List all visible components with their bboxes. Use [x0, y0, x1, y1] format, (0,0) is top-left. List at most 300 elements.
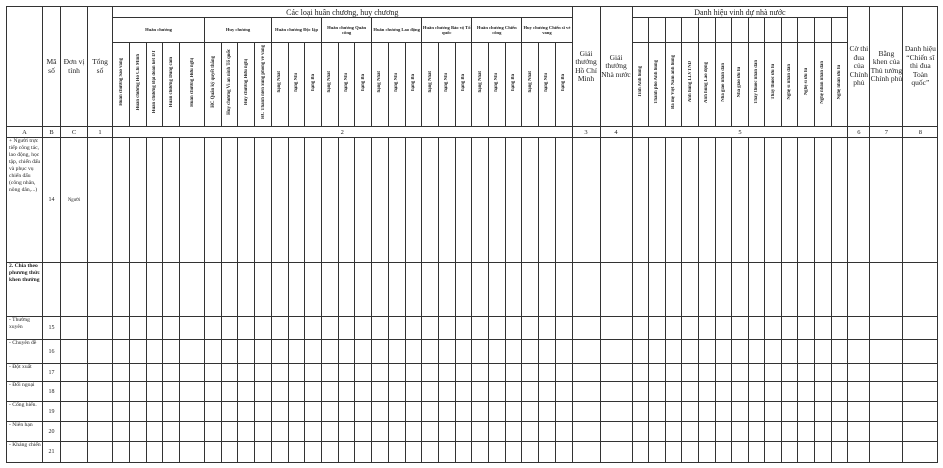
data-cell: [682, 382, 699, 402]
data-cell: [147, 340, 163, 364]
column-header-label: Huy chương Vì an ninh Tổ quốc: [227, 49, 232, 115]
data-cell: [180, 138, 205, 263]
data-cell: [798, 402, 815, 422]
data-cell: [322, 317, 339, 340]
danh-hieu-subheader-blank: [732, 18, 749, 43]
data-cell: [848, 422, 870, 442]
data-cell: [682, 364, 699, 382]
data-cell: [163, 442, 180, 463]
data-cell: [372, 402, 389, 422]
data-cell: [555, 402, 572, 422]
data-cell: [665, 402, 682, 422]
row-label: - Chuyên đề: [7, 340, 43, 364]
data-cell: [682, 402, 699, 422]
data-cell: [288, 442, 305, 463]
data-cell: [781, 364, 798, 382]
column-header: [665, 43, 682, 127]
data-cell: [522, 317, 539, 340]
data-cell: [488, 263, 505, 317]
data-cell: [698, 422, 715, 442]
data-cell: [831, 402, 848, 422]
data-cell: [903, 317, 938, 340]
data-cell: [649, 402, 666, 422]
data-cell: [222, 422, 238, 442]
data-cell: [288, 422, 305, 442]
row-code: 15: [43, 317, 61, 340]
data-cell: [222, 317, 238, 340]
data-cell: [649, 317, 666, 340]
data-cell: [831, 382, 848, 402]
data-cell: [715, 263, 732, 317]
danh-hieu-subheader-blank: [765, 18, 782, 43]
data-cell: [572, 340, 600, 364]
data-cell: [130, 317, 147, 340]
data-cell: [255, 364, 272, 382]
danh-hieu-subheader-blank: [831, 18, 848, 43]
data-cell: [831, 422, 848, 442]
column-header-label: HC Quân kỳ quyết thắng: [210, 56, 216, 108]
header-chien-si-thi-dua: Danh hiệu “Chiến sĩ thi đua Toàn quốc”: [903, 7, 938, 127]
data-cell: [180, 422, 205, 442]
data-cell: [338, 263, 355, 317]
data-cell: [748, 263, 765, 317]
data-cell: [488, 422, 505, 442]
data-cell: [372, 340, 389, 364]
data-cell: [113, 263, 130, 317]
data-cell: [472, 340, 489, 364]
column-header: [765, 43, 782, 127]
data-cell: [665, 263, 682, 317]
column-header-rank: [355, 43, 372, 127]
data-cell: [765, 317, 782, 340]
data-cell: [555, 382, 572, 402]
data-cell: [372, 382, 389, 402]
data-cell: [572, 364, 600, 382]
data-cell: [405, 422, 422, 442]
data-cell: [455, 263, 472, 317]
column-header-label: Anh hùng LLVTND: [687, 61, 693, 103]
column-header-label: Nghệ sĩ nhân dân: [787, 64, 793, 100]
column-header: [682, 43, 699, 127]
data-cell: [238, 138, 255, 263]
data-cell: [732, 317, 749, 340]
column-header: [130, 43, 147, 127]
data-cell: [438, 364, 455, 382]
data-cell: [831, 138, 848, 263]
column-header-rank: [555, 43, 572, 127]
data-cell: [572, 263, 600, 317]
data-cell: [748, 422, 765, 442]
header-row-1: [7, 7, 938, 18]
data-cell: [505, 340, 522, 364]
data-cell: [632, 138, 649, 263]
data-cell: [238, 263, 255, 317]
column-header-label: Thành phố Anh hùng: [654, 60, 660, 104]
data-cell: [472, 382, 489, 402]
data-cell: [222, 382, 238, 402]
data-cell: [238, 382, 255, 402]
data-cell: [238, 402, 255, 422]
data-cell: [222, 263, 238, 317]
data-cell: [322, 364, 339, 382]
data-cell: [798, 364, 815, 382]
data-cell: [798, 317, 815, 340]
column-header-label: Nhà giáo ưu tú: [737, 66, 743, 98]
data-cell: [372, 317, 389, 340]
column-header-label: hạng Ba: [360, 73, 366, 91]
data-cell: [522, 422, 539, 442]
data-cell: [422, 340, 439, 364]
column-header-label: hạng Nhì: [294, 72, 300, 92]
data-cell: [88, 442, 113, 463]
column-header-rank: [305, 43, 322, 127]
row-unit: [61, 263, 88, 317]
data-cell: [848, 442, 870, 463]
data-cell: [632, 442, 649, 463]
data-cell: [698, 263, 715, 317]
data-cell: [472, 422, 489, 442]
data-cell: [322, 138, 339, 263]
row-code: 16: [43, 340, 61, 364]
data-cell: [682, 340, 699, 364]
data-cell: [539, 402, 556, 422]
data-cell: [388, 402, 405, 422]
data-cell: [815, 442, 832, 463]
data-cell: [732, 364, 749, 382]
data-cell: [338, 138, 355, 263]
column-header-label: Huy chương Hữu nghị: [243, 58, 249, 106]
data-cell: [505, 317, 522, 340]
group-ranked-award: Huân chương Lao động: [372, 18, 422, 43]
danh-hieu-subheader-blank: [815, 18, 832, 43]
data-cell: [682, 422, 699, 442]
data-cell: [147, 422, 163, 442]
data-cell: [903, 382, 938, 402]
data-cell: [405, 317, 422, 340]
header-giai-thuong-hcm: Giải thưởng Hồ Chí Minh: [572, 7, 600, 127]
row-label: - Cống hiến.: [7, 402, 43, 422]
data-cell: [600, 422, 632, 442]
data-cell: [848, 340, 870, 364]
data-cell: [163, 138, 180, 263]
table-row: [7, 442, 938, 463]
data-cell: [88, 317, 113, 340]
data-cell: [698, 364, 715, 382]
data-cell: [472, 364, 489, 382]
data-cell: [649, 138, 666, 263]
row-label: + Người trực tiếp công tác, lao động, học tập, chiến đấu và phục vụ chiến đấu (công nhân, nông dân,...): [7, 138, 43, 263]
data-cell: [272, 263, 289, 317]
data-cell: [438, 402, 455, 422]
data-cell: [255, 138, 272, 263]
data-cell: [572, 422, 600, 442]
table-row: [7, 364, 938, 382]
data-cell: [355, 382, 372, 402]
data-cell: [205, 442, 222, 463]
data-cell: [665, 138, 682, 263]
header-giai-thuong-nha-nuoc: Giải thưởng Nhà nước: [600, 7, 632, 127]
data-cell: [505, 442, 522, 463]
data-cell: [522, 382, 539, 402]
data-cell: [272, 402, 289, 422]
data-cell: [765, 382, 782, 402]
data-cell: [522, 263, 539, 317]
data-cell: [88, 364, 113, 382]
data-cell: [748, 317, 765, 340]
data-cell: [870, 317, 903, 340]
data-cell: [438, 422, 455, 442]
data-cell: [338, 364, 355, 382]
data-cell: [355, 263, 372, 317]
row-unit: [61, 422, 88, 442]
data-cell: [682, 442, 699, 463]
data-cell: [180, 442, 205, 463]
column-header-rank: [472, 43, 489, 127]
data-cell: [848, 263, 870, 317]
row-code: 18: [43, 382, 61, 402]
data-cell: [163, 317, 180, 340]
data-cell: [163, 364, 180, 382]
data-cell: [632, 317, 649, 340]
data-cell: [438, 340, 455, 364]
row-code: 21: [43, 442, 61, 463]
data-cell: [272, 442, 289, 463]
column-header-rank: [322, 43, 339, 127]
group-ranked-award: Huy chương Chiến sĩ vẻ vang: [522, 18, 572, 43]
header-row-3: [7, 43, 938, 127]
data-cell: [781, 382, 798, 402]
data-cell: [355, 138, 372, 263]
data-cell: [222, 138, 238, 263]
data-cell: [765, 340, 782, 364]
data-cell: [903, 402, 938, 422]
data-cell: [649, 442, 666, 463]
data-cell: [715, 402, 732, 422]
data-cell: [288, 263, 305, 317]
data-cell: [572, 382, 600, 402]
data-cell: [505, 382, 522, 402]
data-cell: [600, 263, 632, 317]
column-header-rank: [438, 43, 455, 127]
data-cell: [539, 442, 556, 463]
data-cell: [765, 364, 782, 382]
group-ranked-award: Huân chương Chiến công: [472, 18, 522, 43]
column-code: A: [7, 127, 43, 138]
data-cell: [522, 138, 539, 263]
data-cell: [272, 382, 289, 402]
column-header-label: Thầy thuốc ưu tú: [770, 64, 776, 100]
data-cell: [472, 442, 489, 463]
data-cell: [405, 402, 422, 422]
data-cell: [322, 263, 339, 317]
data-cell: [600, 442, 632, 463]
data-cell: [903, 422, 938, 442]
data-cell: [147, 382, 163, 402]
data-cell: [205, 364, 222, 382]
data-cell: [903, 138, 938, 263]
data-cell: [305, 422, 322, 442]
data-cell: [488, 138, 505, 263]
data-cell: [748, 364, 765, 382]
data-cell: [903, 340, 938, 364]
data-cell: [732, 442, 749, 463]
data-cell: [732, 382, 749, 402]
data-cell: [505, 263, 522, 317]
data-cell: [422, 382, 439, 402]
data-cell: [831, 442, 848, 463]
column-header-label: Nghệ nhân nhân dân: [820, 60, 826, 104]
column-header-rank: [455, 43, 472, 127]
data-cell: [748, 442, 765, 463]
column-header: [748, 43, 765, 127]
data-cell: [205, 340, 222, 364]
data-cell: [488, 317, 505, 340]
column-header-rank: [488, 43, 505, 127]
data-cell: [600, 364, 632, 382]
group-huan-chuong: Huân chương: [113, 18, 205, 43]
data-cell: [422, 263, 439, 317]
data-cell: [388, 263, 405, 317]
data-cell: [505, 422, 522, 442]
data-cell: [815, 138, 832, 263]
data-cell: [180, 340, 205, 364]
data-cell: [600, 402, 632, 422]
data-cell: [848, 402, 870, 422]
column-header-label: hạng Ba: [410, 73, 416, 91]
data-cell: [288, 340, 305, 364]
data-cell: [632, 382, 649, 402]
data-cell: [555, 317, 572, 340]
data-cell: [698, 402, 715, 422]
data-cell: [405, 263, 422, 317]
data-cell: [355, 364, 372, 382]
data-cell: [438, 138, 455, 263]
column-header-label: hạng Ba: [460, 73, 466, 91]
data-cell: [815, 402, 832, 422]
data-cell: [870, 382, 903, 402]
data-cell: [255, 340, 272, 364]
data-cell: [903, 364, 938, 382]
data-cell: [870, 402, 903, 422]
column-header-rank: [272, 43, 289, 127]
data-cell: [781, 317, 798, 340]
header-blank-a: [7, 7, 43, 127]
column-header: [163, 43, 180, 127]
data-cell: [632, 364, 649, 382]
data-cell: [472, 263, 489, 317]
column-header-label: Thầy thuốc nhân dân: [753, 60, 759, 104]
data-cell: [555, 422, 572, 442]
column-code: 6: [848, 127, 870, 138]
data-cell: [338, 442, 355, 463]
data-cell: [781, 138, 798, 263]
data-cell: [781, 442, 798, 463]
column-header-label: Huân chương Hồ Chí Minh: [135, 53, 141, 111]
data-cell: [632, 263, 649, 317]
data-cell: [322, 340, 339, 364]
data-cell: [180, 263, 205, 317]
data-cell: [322, 402, 339, 422]
data-cell: [781, 402, 798, 422]
data-cell: [147, 138, 163, 263]
data-cell: [147, 402, 163, 422]
column-header-rank: [539, 43, 556, 127]
awards-statistics-table: [6, 6, 938, 463]
data-cell: [732, 402, 749, 422]
data-cell: [488, 442, 505, 463]
data-cell: [488, 382, 505, 402]
column-header-label: hạng Nhất: [527, 71, 533, 93]
data-cell: [472, 402, 489, 422]
data-cell: [748, 138, 765, 263]
row-label: 2. Chia theo phương thức khen thưởng: [7, 263, 43, 317]
data-cell: [338, 317, 355, 340]
data-cell: [455, 138, 472, 263]
data-cell: [715, 138, 732, 263]
data-cell: [322, 422, 339, 442]
data-cell: [455, 364, 472, 382]
column-header: [238, 43, 255, 127]
data-cell: [205, 138, 222, 263]
data-cell: [698, 340, 715, 364]
group-ranked-award: Huân chương Bảo vệ Tổ quốc: [422, 18, 472, 43]
data-cell: [438, 382, 455, 402]
data-cell: [163, 402, 180, 422]
data-cell: [682, 138, 699, 263]
data-cell: [781, 422, 798, 442]
data-cell: [113, 138, 130, 263]
data-cell: [815, 317, 832, 340]
data-cell: [715, 382, 732, 402]
data-cell: [748, 340, 765, 364]
data-cell: [255, 422, 272, 442]
data-cell: [305, 138, 322, 263]
header-ma-so: Mã số: [43, 7, 61, 127]
column-code-row: [7, 127, 938, 138]
data-cell: [572, 442, 600, 463]
data-cell: [405, 442, 422, 463]
data-cell: [555, 340, 572, 364]
data-cell: [572, 402, 600, 422]
row-unit: Người: [61, 138, 88, 263]
data-cell: [422, 317, 439, 340]
data-cell: [322, 382, 339, 402]
data-cell: [305, 442, 322, 463]
data-cell: [180, 382, 205, 402]
column-header: [255, 43, 272, 127]
data-cell: [130, 442, 147, 463]
column-header-label: hạng Nhì: [544, 72, 550, 92]
data-cell: [715, 364, 732, 382]
row-unit: [61, 442, 88, 463]
data-cell: [372, 364, 389, 382]
data-cell: [163, 382, 180, 402]
column-header: [831, 43, 848, 127]
data-cell: [715, 340, 732, 364]
data-cell: [715, 422, 732, 442]
column-header-rank: [422, 43, 439, 127]
data-cell: [88, 402, 113, 422]
data-cell: [163, 340, 180, 364]
column-header-label: Nhà giáo nhân dân: [720, 62, 726, 102]
danh-hieu-subheader-blank: [748, 18, 765, 43]
data-cell: [147, 263, 163, 317]
table-row: [7, 138, 938, 263]
data-cell: [272, 364, 289, 382]
data-cell: [147, 364, 163, 382]
data-cell: [848, 382, 870, 402]
column-code: B: [43, 127, 61, 138]
